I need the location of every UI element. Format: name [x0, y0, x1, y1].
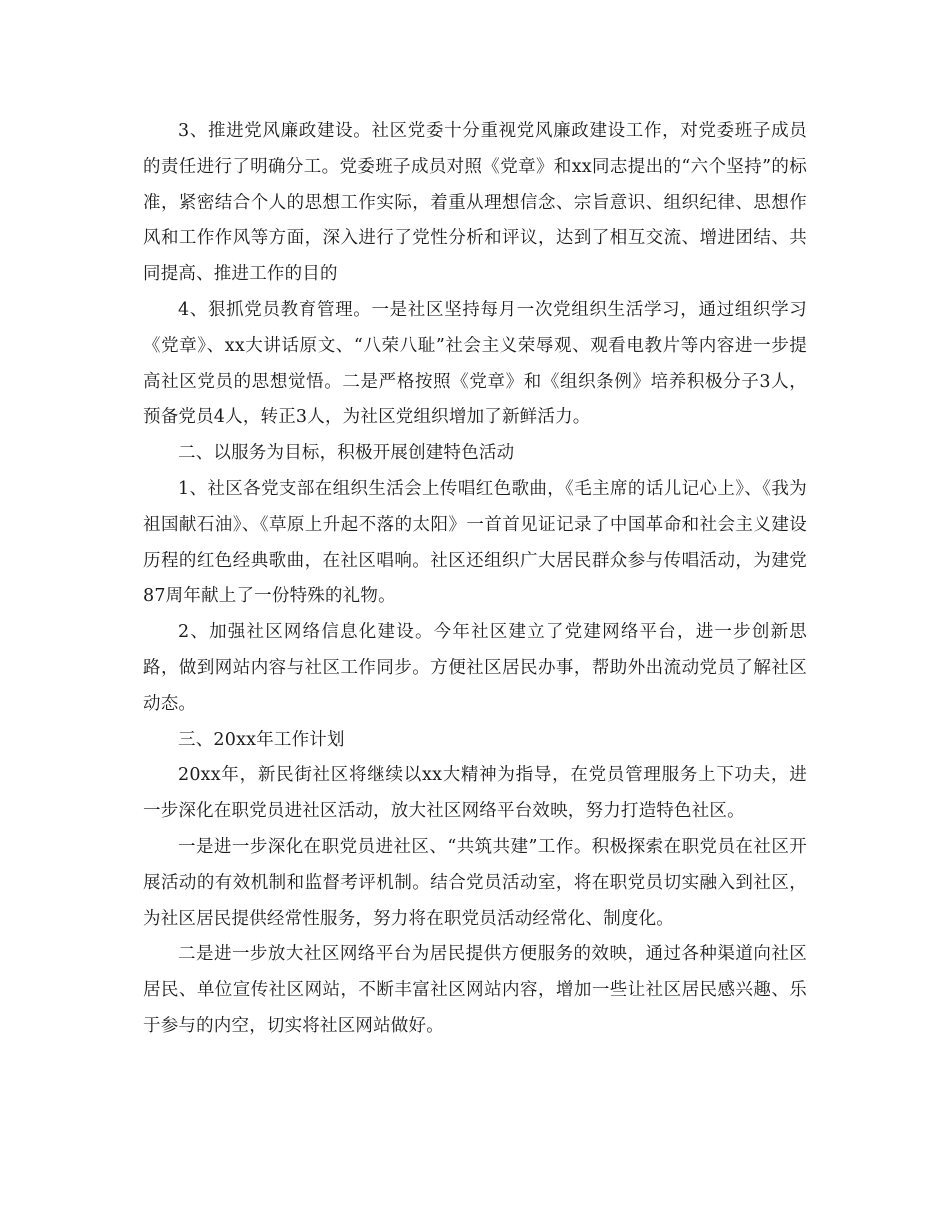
- paragraph-plan-overview: 20xx年，新民街社区将继续以xx大精神为指导，在党员管理服务上下功夫，进一步深化在职党员进社区活动，放大社区网络平台效映，努力打造特色社区。: [143, 765, 807, 822]
- section-heading-work-plan: 三、20xx年工作计划: [178, 729, 345, 750]
- paragraph-party-conduct: 3、推进党风廉政建设。社区党委十分重视党风廉政建设工作，对党委班子成员的责任进行了明确分工。党委班子成员对照《党章》和xx同志提出的“六个坚持”的标准，紧密结合个人的思想工作实际，着重从理想信念、宗旨意识、组织纪律、思想作风和工作作风等方面，深入进行了党性分析和评议，达到了相互交流、增进团结、共同提高、推进工作的目的: [143, 121, 807, 285]
- paragraph-member-education: 4、狠抓党员教育管理。一是社区坚持每月一次党组织生活学习，通过组织学习《党章》、xx大讲话原文、“八荣八耻”社会主义荣辱观、观看电教片等内容进一步提高社区党员的思想觉悟。二是严格按照《党章》和《组织条例》培养积极分子3人，预备党员4人，转正3人，为社区党组织增加了新鲜活力。: [143, 299, 807, 428]
- document-body: [143, 114, 807, 1045]
- paragraph-plan-item-two: 二是进一步放大社区网络平台为居民提供方便服务的效映，通过各种渠道向社区居民、单位宣传社区网站，不断丰富社区网站内容，增加一些让社区居民感兴趣、乐于参与的内空，切实将社区网站做好。: [143, 944, 807, 1036]
- paragraph-plan-item-one: 一是进一步深化在职党员进社区、“共筑共建”工作。积极探索在职党员在社区开展活动的有效机制和监督考评机制。结合党员活动室，将在职党员切实融入到社区，为社区居民提供经常性服务，努力将在职党员活动经常化、制度化。: [143, 836, 807, 929]
- paragraph-network-building: 2、加强社区网络信息化建设。今年社区建立了党建网络平台，进一步创新思路，做到网站内容与社区工作同步。方便社区居民办事，帮助外出流动党员了解社区动态。: [143, 622, 807, 714]
- section-heading-service: 二、以服务为目标，积极开展创建特色活动: [178, 443, 515, 464]
- paragraph-red-songs: 1、社区各党支部在组织生活会上传唱红色歌曲，《毛主席的话儿记心上》、《我为祖国献石油》、《草原上升起不落的太阳》一首首见证记录了中国革命和社会主义建设历程的红色经典歌曲，在社区唱响。社区还组织广大居民群众参与传唱活动，为建党87周年献上了一份特殊的礼物。: [143, 478, 807, 607]
